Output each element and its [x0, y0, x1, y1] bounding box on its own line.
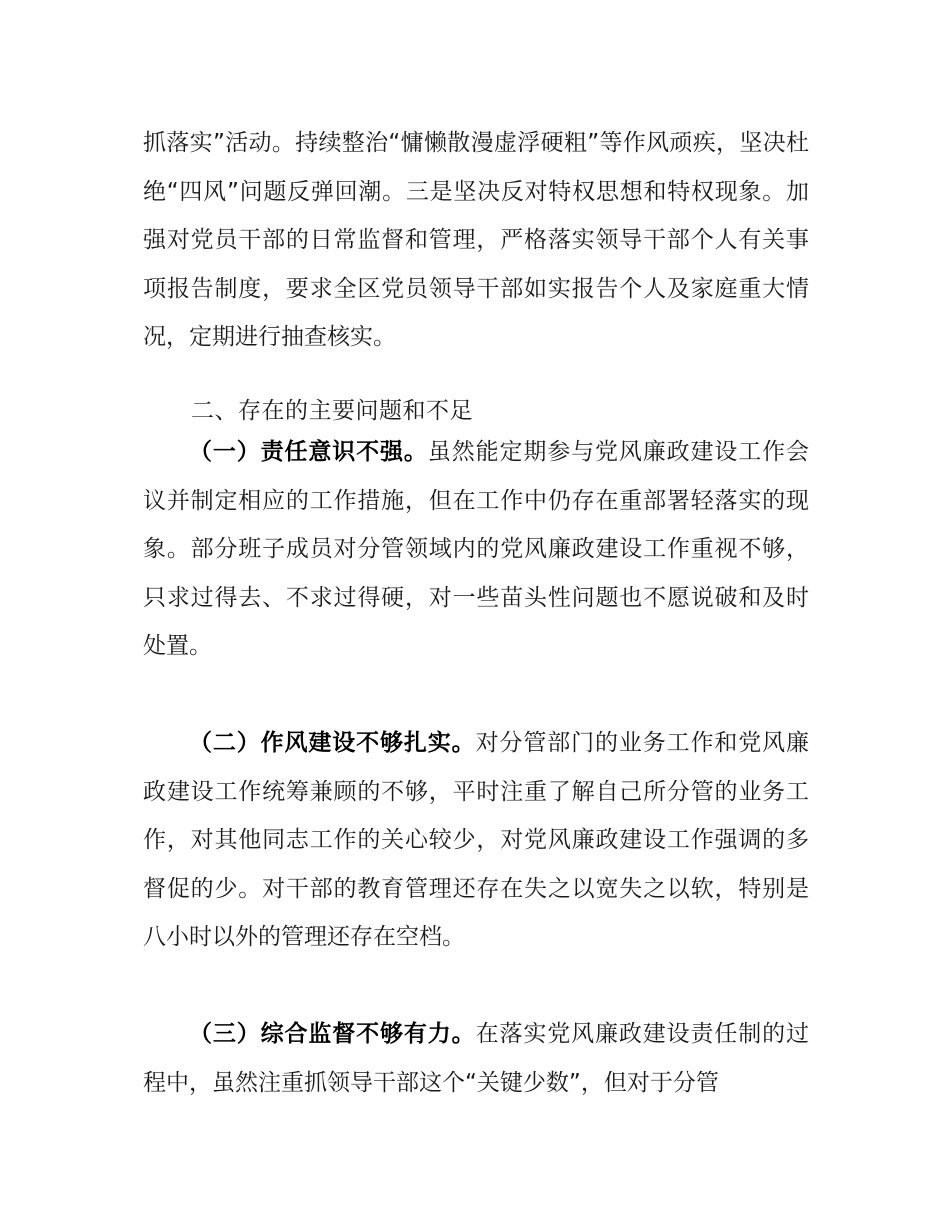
- issue-paragraph: [143, 428, 809, 671]
- issue-title: （二）作风建设不够扎实。: [189, 730, 476, 756]
- paragraph-text: 抓落实”活动。持续整治“慵懒散漫虚浮硬粗”等作风顽疾，坚决杜绝“四风”问题反弹回潮。三是坚决反对特权思想和特权现象。加强对党员干部的日常监督和管理，严格落实领导干部个人有关事项报告制度，要求全区党员领导干部如实报告个人及家庭重大情况，定期进行抽查核实。: [143, 130, 809, 350]
- issue-body: 虽然能定期参与党风廉政建设工作会议并制定相应的工作措施，但在工作中仍存在重部署轻落实的现象。部分班子成员对分管领域内的党风廉政建设工作重视不够，只求过得去、不求过得硬，对一些苗头性问题也不愿说破和及时处置。: [143, 439, 810, 659]
- paragraph-continuation: [143, 119, 809, 362]
- issue-title: （三）综合监督不够有力。: [189, 1021, 476, 1047]
- issue-title: （一）责任意识不强。: [189, 439, 428, 465]
- issue-body: 对分管部门的业务工作和党风廉政建设工作统筹兼顾的不够，平时注重了解自己所分管的业务工作，对其他同志工作的关心较少，对党风廉政建设工作强调的多督促的少。对干部的教育管理还存在失之以宽失之以软，特别是八小时以外的管理还存在空档。: [143, 730, 810, 950]
- issue-item-2: [143, 719, 809, 962]
- issue-item-1: [143, 428, 809, 671]
- section-heading-text: 二、存在的主要问题和不足: [191, 398, 473, 424]
- issue-paragraph: [143, 719, 809, 962]
- issue-paragraph: [143, 1010, 809, 1107]
- issue-body: 在落实党风廉政建设责任制的过程中，虽然注重抓领导干部这个“关键少数”，但对于分管: [143, 1021, 810, 1096]
- issue-item-3: [143, 1010, 809, 1107]
